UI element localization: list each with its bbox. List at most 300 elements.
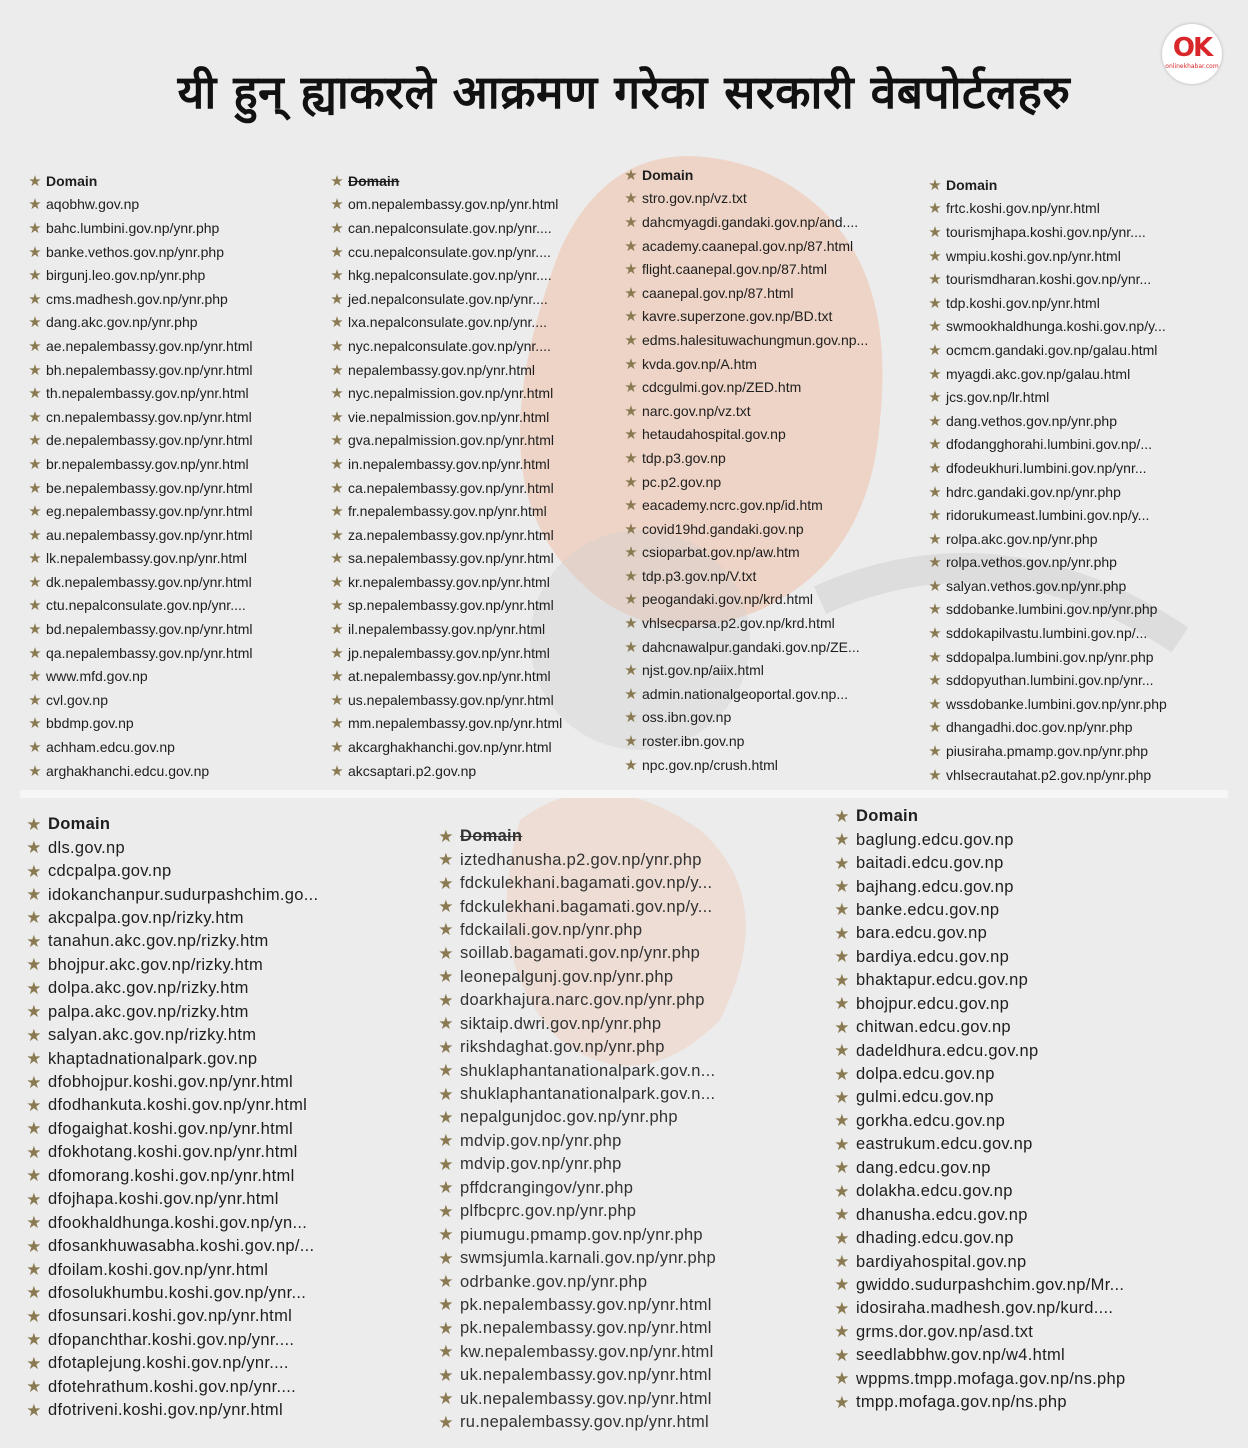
domain-text: th.nepalembassy.gov.np/ynr.html xyxy=(46,385,249,402)
domain-text: vie.nepalmission.gov.np/ynr.html xyxy=(348,408,550,425)
domain-list-item xyxy=(828,1133,1228,1156)
domain-text: rikshdaghat.gov.np/ynr.php xyxy=(460,1038,665,1057)
domain-text: hdrc.gandaki.gov.np/ynr.php xyxy=(946,483,1121,500)
domain-text: narc.gov.np/vz.txt xyxy=(642,402,751,419)
domain-text: shuklaphantanationalpark.gov.n... xyxy=(460,1085,716,1104)
domain-list-item xyxy=(432,966,812,989)
star-icon: ★ xyxy=(928,294,942,312)
domain-list-item xyxy=(432,1270,812,1293)
column-header xyxy=(620,163,920,187)
star-icon: ★ xyxy=(28,668,42,686)
domain-list-item xyxy=(24,759,314,783)
domain-text: aqobhw.gov.np xyxy=(46,196,140,213)
star-icon: ★ xyxy=(330,597,344,615)
star-icon: ★ xyxy=(330,526,344,544)
domain-text: stro.gov.np/vz.txt xyxy=(642,190,747,207)
domain-list-item xyxy=(20,1399,410,1422)
domain-text: gva.nepalmission.gov.np/ynr.html xyxy=(348,432,554,449)
star-icon: ★ xyxy=(26,955,42,975)
domain-list-item xyxy=(326,240,616,264)
star-icon: ★ xyxy=(438,1389,454,1409)
domain-text: banke.vethos.gov.np/ynr.php xyxy=(46,243,224,260)
star-icon: ★ xyxy=(26,1119,42,1139)
domain-list-item xyxy=(326,334,616,358)
star-icon: ★ xyxy=(928,365,942,383)
domain-text: academy.caanepal.gov.np/87.html xyxy=(642,237,854,254)
domain-list-item xyxy=(620,658,920,682)
domain-text: nyc.nepalmission.gov.np/ynr.html xyxy=(348,385,554,402)
domain-list-item xyxy=(20,1305,410,1328)
domain-text: nepalembassy.gov.np/ynr.html xyxy=(348,361,536,378)
star-icon: ★ xyxy=(438,1248,454,1268)
star-icon: ★ xyxy=(438,920,454,940)
star-icon: ★ xyxy=(834,1087,850,1107)
domain-list-item xyxy=(828,1086,1228,1109)
star-icon: ★ xyxy=(624,638,638,656)
column-header-label: Domain xyxy=(946,176,998,193)
domain-list-item xyxy=(924,197,1224,221)
star-icon: ★ xyxy=(624,615,638,633)
domain-text: ca.nepalembassy.gov.np/ynr.html xyxy=(348,479,554,496)
domain-list-item xyxy=(432,989,812,1012)
domain-list-item xyxy=(24,334,314,358)
star-icon: ★ xyxy=(928,743,942,761)
domain-list-item xyxy=(326,193,616,217)
domain-list-item xyxy=(924,385,1224,409)
star-icon: ★ xyxy=(834,1158,850,1178)
domain-text: npc.gov.np/crush.html xyxy=(642,756,778,773)
star-icon: ★ xyxy=(330,644,344,662)
star-icon: ★ xyxy=(834,1298,850,1318)
domain-text: pffdcrangingov/ynr.php xyxy=(460,1178,634,1197)
domain-list-item xyxy=(326,523,616,547)
domain-list-item xyxy=(620,305,920,329)
domain-text: dfodhankuta.koshi.gov.np/ynr.html xyxy=(48,1096,308,1115)
domain-text: wmpiu.koshi.gov.np/ynr.html xyxy=(946,247,1121,264)
star-icon: ★ xyxy=(928,271,942,289)
domain-list-top-4 xyxy=(924,173,1224,786)
star-icon: ★ xyxy=(330,243,344,261)
column-header-label: Domain xyxy=(46,172,98,189)
star-icon: ★ xyxy=(624,308,638,326)
domain-list-item xyxy=(924,668,1224,692)
domain-text: akcarghakhanchi.gov.np/ynr.html xyxy=(348,739,552,756)
domain-list-item xyxy=(924,739,1224,763)
domain-text: rolpa.vethos.gov.np/ynr.php xyxy=(946,554,1117,571)
domain-list-item xyxy=(20,883,410,906)
domain-text: dfokhotang.koshi.gov.np/ynr.html xyxy=(48,1143,298,1162)
domain-text: akcsaptari.p2.gov.np xyxy=(348,762,477,779)
domain-list-item xyxy=(20,1024,410,1047)
domain-text: roster.ibn.gov.np xyxy=(642,733,745,750)
domain-list-item xyxy=(326,735,616,759)
star-icon: ★ xyxy=(28,550,42,568)
domain-list-item xyxy=(620,257,920,281)
domain-text: jp.nepalembassy.gov.np/ynr.html xyxy=(348,644,550,661)
star-icon: ★ xyxy=(28,314,42,332)
domain-list-item xyxy=(924,503,1224,527)
domain-text: tourismdharan.koshi.gov.np/ynr... xyxy=(946,271,1152,288)
star-icon: ★ xyxy=(26,1330,42,1350)
star-icon: ★ xyxy=(928,695,942,713)
domain-text: grms.dor.gov.np/asd.txt xyxy=(856,1322,1034,1341)
column-header xyxy=(24,169,314,193)
domain-list-item xyxy=(24,712,314,736)
star-icon: ★ xyxy=(438,826,454,846)
domain-text: bahc.lumbini.gov.np/ynr.php xyxy=(46,219,220,236)
domain-list-item xyxy=(828,1368,1228,1391)
domain-list-item xyxy=(432,942,812,965)
domain-text: bd.nepalembassy.gov.np/ynr.html xyxy=(46,621,253,638)
domain-list-item xyxy=(828,1344,1228,1367)
star-icon: ★ xyxy=(438,1342,454,1362)
domain-text: dfosolukhumbu.koshi.gov.np/ynr... xyxy=(48,1283,307,1302)
star-icon: ★ xyxy=(330,503,344,521)
domain-text: cdcpalpa.gov.np xyxy=(48,862,172,881)
star-icon: ★ xyxy=(26,838,42,858)
domain-list-item xyxy=(326,452,616,476)
domain-list-item xyxy=(620,210,920,234)
star-icon: ★ xyxy=(624,709,638,727)
domain-list-item xyxy=(20,1211,410,1234)
domain-list-item xyxy=(620,446,920,470)
domain-list-item xyxy=(620,234,920,258)
domain-list-item xyxy=(620,635,920,659)
star-icon: ★ xyxy=(330,408,344,426)
domain-list-item xyxy=(20,1235,410,1258)
domain-list-item xyxy=(326,570,616,594)
domain-list-item xyxy=(20,860,410,883)
domain-list-item xyxy=(20,1118,410,1141)
domain-text: dhanusha.edcu.gov.np xyxy=(856,1205,1028,1224)
domain-text: dfodangghorahi.lumbini.gov.np/... xyxy=(946,436,1152,453)
star-icon: ★ xyxy=(438,873,454,893)
domain-text: ae.nepalembassy.gov.np/ynr.html xyxy=(46,337,253,354)
domain-list-item xyxy=(432,1153,812,1176)
star-icon: ★ xyxy=(26,1353,42,1373)
star-icon: ★ xyxy=(26,1166,42,1186)
domain-text: dhading.edcu.gov.np xyxy=(856,1229,1014,1248)
domain-text: www.mfd.gov.np xyxy=(46,668,148,685)
domain-text: cn.nepalembassy.gov.np/ynr.html xyxy=(46,408,252,425)
domain-list-item xyxy=(20,1001,410,1024)
domain-list-item xyxy=(924,551,1224,575)
star-icon: ★ xyxy=(330,621,344,639)
star-icon: ★ xyxy=(438,1272,454,1292)
domain-list-item xyxy=(432,1036,812,1059)
domain-list-item xyxy=(24,240,314,264)
star-icon: ★ xyxy=(28,715,42,733)
star-icon: ★ xyxy=(438,1107,454,1127)
domain-text: flight.caanepal.gov.np/87.html xyxy=(642,261,827,278)
domain-text: khaptadnationalpark.gov.np xyxy=(48,1049,258,1068)
star-icon: ★ xyxy=(438,990,454,1010)
column-header xyxy=(20,813,410,836)
domain-list-item xyxy=(24,381,314,405)
domain-list-item xyxy=(620,187,920,211)
domain-text: dahcmyagdi.gandaki.gov.np/and.... xyxy=(642,213,859,230)
star-icon: ★ xyxy=(928,200,942,218)
star-icon: ★ xyxy=(624,213,638,231)
domain-list-item xyxy=(432,1200,812,1223)
star-icon: ★ xyxy=(330,479,344,497)
domain-text: piusiraha.pmamp.gov.np/ynr.php xyxy=(946,743,1149,760)
domain-text: pk.nepalembassy.gov.np/ynr.html xyxy=(460,1319,712,1338)
star-icon: ★ xyxy=(834,1181,850,1201)
domain-text: tmpp.mofaga.gov.np/ns.php xyxy=(856,1393,1067,1412)
star-icon: ★ xyxy=(928,341,942,359)
domain-text: de.nepalembassy.gov.np/ynr.html xyxy=(46,432,253,449)
star-icon: ★ xyxy=(438,1014,454,1034)
domain-text: dang.vethos.gov.np/ynr.php xyxy=(946,412,1117,429)
domain-list-item xyxy=(924,621,1224,645)
domain-list-item xyxy=(620,706,920,730)
domain-text: akcpalpa.gov.np/rizky.htm xyxy=(48,908,244,927)
star-icon: ★ xyxy=(28,739,42,757)
star-icon: ★ xyxy=(28,196,42,214)
domain-text: dfotehrathum.koshi.gov.np/ynr.... xyxy=(48,1377,297,1396)
domain-text: dls.gov.np xyxy=(48,838,125,857)
domain-text: qa.nepalembassy.gov.np/ynr.html xyxy=(46,644,253,661)
star-icon: ★ xyxy=(928,625,942,643)
star-icon: ★ xyxy=(928,176,942,194)
domain-text: tourismjhapa.koshi.gov.np/ynr.... xyxy=(946,223,1146,240)
domain-text: dfosunsari.koshi.gov.np/ynr.html xyxy=(48,1307,293,1326)
domain-text: fdckulekhani.bagamati.gov.np/y... xyxy=(460,897,713,916)
column-header-label: Domain xyxy=(642,166,694,183)
star-icon: ★ xyxy=(834,1205,850,1225)
star-icon: ★ xyxy=(438,1131,454,1151)
domain-text: dfobhojpur.koshi.gov.np/ynr.html xyxy=(48,1073,294,1092)
star-icon: ★ xyxy=(28,503,42,521)
star-icon: ★ xyxy=(330,267,344,285)
domain-text: bara.edcu.gov.np xyxy=(856,924,988,943)
domain-list-item xyxy=(924,220,1224,244)
star-icon: ★ xyxy=(330,550,344,568)
domain-text: plfbcprc.gov.np/ynr.php xyxy=(460,1202,637,1221)
domain-text: doarkhajura.narc.gov.np/ynr.php xyxy=(460,991,705,1010)
domain-text: nepalgunjdoc.gov.np/ynr.php xyxy=(460,1108,678,1127)
domain-list-item xyxy=(20,930,410,953)
domain-list-item xyxy=(20,907,410,930)
star-icon: ★ xyxy=(834,853,850,873)
star-icon: ★ xyxy=(26,1072,42,1092)
domain-text: dfosankhuwasabha.koshi.gov.np/... xyxy=(48,1237,315,1256)
domain-list-top-3 xyxy=(620,163,920,776)
star-icon: ★ xyxy=(330,691,344,709)
domain-list-bottom-2 xyxy=(432,825,812,1434)
domain-text: gulmi.edcu.gov.np xyxy=(856,1088,994,1107)
domain-text: dang.akc.gov.np/ynr.php xyxy=(46,314,198,331)
domain-list-item xyxy=(828,1110,1228,1133)
domain-list-item xyxy=(326,476,616,500)
star-icon: ★ xyxy=(834,1369,850,1389)
domain-list-item xyxy=(828,1297,1228,1320)
domain-text: covid19hd.gandaki.gov.np xyxy=(642,520,804,537)
domain-text: mdvip.gov.np/ynr.php xyxy=(460,1155,622,1174)
star-icon: ★ xyxy=(928,247,942,265)
domain-text: sddobanke.lumbini.gov.np/ynr.php xyxy=(946,601,1158,618)
domain-list-item xyxy=(924,291,1224,315)
star-icon: ★ xyxy=(624,284,638,302)
domain-list-item xyxy=(326,617,616,641)
star-icon: ★ xyxy=(28,361,42,379)
star-icon: ★ xyxy=(834,1275,850,1295)
star-icon: ★ xyxy=(928,436,942,454)
domain-list-item xyxy=(924,574,1224,598)
domain-text: sddopyuthan.lumbini.gov.np/ynr... xyxy=(946,672,1154,689)
star-icon: ★ xyxy=(330,337,344,355)
domain-text: frtc.koshi.gov.np/ynr.html xyxy=(946,200,1100,217)
domain-text: ctu.nepalconsulate.gov.np/ynr.... xyxy=(46,597,246,614)
domain-list-item xyxy=(20,1094,410,1117)
column-header xyxy=(924,173,1224,197)
domain-list-item xyxy=(326,547,616,571)
domain-list-item xyxy=(432,1083,812,1106)
domain-text: bajhang.edcu.gov.np xyxy=(856,877,1014,896)
domain-list-item xyxy=(432,1059,812,1082)
column-header-label: Domain xyxy=(856,807,919,826)
domain-list-item xyxy=(20,1141,410,1164)
star-icon: ★ xyxy=(330,455,344,473)
domain-text: iztedhanusha.p2.gov.np/ynr.php xyxy=(460,850,702,869)
star-icon: ★ xyxy=(330,668,344,686)
star-icon: ★ xyxy=(928,766,942,784)
domain-text: us.nepalembassy.gov.np/ynr.html xyxy=(348,691,554,708)
domain-text: siktaip.dwri.gov.np/ynr.php xyxy=(460,1014,662,1033)
domain-list-item xyxy=(24,641,314,665)
domain-text: sddokapilvastu.lumbini.gov.np/... xyxy=(946,625,1148,642)
domain-text: ocmcm.gandaki.gov.np/galau.html xyxy=(946,341,1158,358)
star-icon: ★ xyxy=(28,573,42,591)
domain-list-item xyxy=(20,1282,410,1305)
domain-text: salyan.akc.gov.np/rizky.htm xyxy=(48,1026,257,1045)
domain-list-item xyxy=(828,969,1228,992)
domain-text: vhlsecparsa.p2.gov.np/krd.html xyxy=(642,615,835,632)
star-icon: ★ xyxy=(28,408,42,426)
domain-text: bardiya.edcu.gov.np xyxy=(856,947,1010,966)
star-icon: ★ xyxy=(28,290,42,308)
domain-list-item xyxy=(432,848,812,871)
domain-list-item xyxy=(24,358,314,382)
domain-list-item xyxy=(326,664,616,688)
star-icon: ★ xyxy=(330,196,344,214)
domain-text: dolpa.edcu.gov.np xyxy=(856,1065,995,1084)
star-icon: ★ xyxy=(28,479,42,497)
domain-list-item xyxy=(924,267,1224,291)
star-icon: ★ xyxy=(330,762,344,780)
domain-text: jcs.gov.np/lr.html xyxy=(946,389,1050,406)
domain-list-item xyxy=(432,1247,812,1270)
column-header xyxy=(828,805,1228,828)
domain-text: swmsjumla.karnali.gov.np/ynr.php xyxy=(460,1249,716,1268)
domain-list-item xyxy=(620,470,920,494)
star-icon: ★ xyxy=(26,1236,42,1256)
domain-list-item xyxy=(20,1165,410,1188)
domain-list-item xyxy=(432,1177,812,1200)
domain-text: odrbanke.gov.np/ynr.php xyxy=(460,1272,648,1291)
domain-text: nyc.nepalconsulate.gov.np/ynr.... xyxy=(348,337,551,354)
domain-text: be.nepalembassy.gov.np/ynr.html xyxy=(46,479,253,496)
star-icon: ★ xyxy=(330,432,344,450)
star-icon: ★ xyxy=(624,261,638,279)
star-icon: ★ xyxy=(26,1002,42,1022)
domain-text: dahcnawalpur.gandaki.gov.np/ZE... xyxy=(642,638,860,655)
star-icon: ★ xyxy=(26,1213,42,1233)
column-header-label: Domain xyxy=(348,172,400,189)
domain-list-item xyxy=(24,523,314,547)
domain-list-item xyxy=(24,287,314,311)
domain-list-item xyxy=(924,409,1224,433)
star-icon: ★ xyxy=(330,172,344,190)
domain-list-item xyxy=(326,311,616,335)
domain-list-item xyxy=(924,362,1224,386)
onlinekhabar-logo[interactable] xyxy=(1162,24,1222,84)
star-icon: ★ xyxy=(26,1377,42,1397)
domain-list-item xyxy=(24,405,314,429)
star-icon: ★ xyxy=(624,733,638,751)
domain-list-item xyxy=(20,836,410,859)
domain-text: pc.p2.gov.np xyxy=(642,473,722,490)
star-icon: ★ xyxy=(26,978,42,998)
domain-text: tanahun.akc.gov.np/rizky.htm xyxy=(48,932,269,951)
star-icon: ★ xyxy=(834,806,850,826)
domain-list-item xyxy=(432,1294,812,1317)
star-icon: ★ xyxy=(28,267,42,285)
domain-list-item xyxy=(20,1352,410,1375)
star-icon: ★ xyxy=(26,1283,42,1303)
domain-text: myagdi.akc.gov.np/galau.html xyxy=(946,365,1131,382)
star-icon: ★ xyxy=(438,1037,454,1057)
star-icon: ★ xyxy=(26,1400,42,1420)
domain-list-item xyxy=(20,1329,410,1352)
domain-text: sddopalpa.lumbini.gov.np/ynr.php xyxy=(946,648,1154,665)
star-icon: ★ xyxy=(26,1049,42,1069)
domain-text: tdp.p3.gov.np xyxy=(642,449,726,466)
star-icon: ★ xyxy=(928,530,942,548)
star-icon: ★ xyxy=(834,1134,850,1154)
domain-list-item xyxy=(432,1364,812,1387)
domain-list-item xyxy=(24,452,314,476)
star-icon: ★ xyxy=(438,1318,454,1338)
domain-text: au.nepalembassy.gov.np/ynr.html xyxy=(46,526,253,543)
star-icon: ★ xyxy=(28,172,42,190)
column-header xyxy=(326,169,616,193)
domain-list-item xyxy=(326,405,616,429)
domain-text: dfomorang.koshi.gov.np/ynr.html xyxy=(48,1166,295,1185)
star-icon: ★ xyxy=(28,526,42,544)
domain-list-item xyxy=(924,692,1224,716)
domain-text: ridorukumeast.lumbini.gov.np/y... xyxy=(946,507,1150,524)
domain-text: ru.nepalembassy.gov.np/ynr.html xyxy=(460,1413,709,1432)
domain-text: om.nepalembassy.gov.np/ynr.html xyxy=(348,196,559,213)
domain-text: lxa.nepalconsulate.gov.np/ynr.... xyxy=(348,314,547,331)
domain-list-item xyxy=(828,1157,1228,1180)
domain-text: dfogaighat.koshi.gov.np/ynr.html xyxy=(48,1119,294,1138)
domain-list-item xyxy=(432,872,812,895)
star-icon: ★ xyxy=(928,601,942,619)
domain-list-item xyxy=(828,1274,1228,1297)
star-icon: ★ xyxy=(624,473,638,491)
domain-text: dfotriveni.koshi.gov.np/ynr.html xyxy=(48,1401,283,1420)
domain-list-item xyxy=(326,263,616,287)
star-icon: ★ xyxy=(928,672,942,690)
star-icon: ★ xyxy=(330,715,344,733)
domain-list-item xyxy=(620,588,920,612)
domain-text: can.nepalconsulate.gov.np/ynr.... xyxy=(348,219,552,236)
star-icon: ★ xyxy=(28,621,42,639)
logo-subtext: onlinekhabar.com xyxy=(1165,63,1219,70)
